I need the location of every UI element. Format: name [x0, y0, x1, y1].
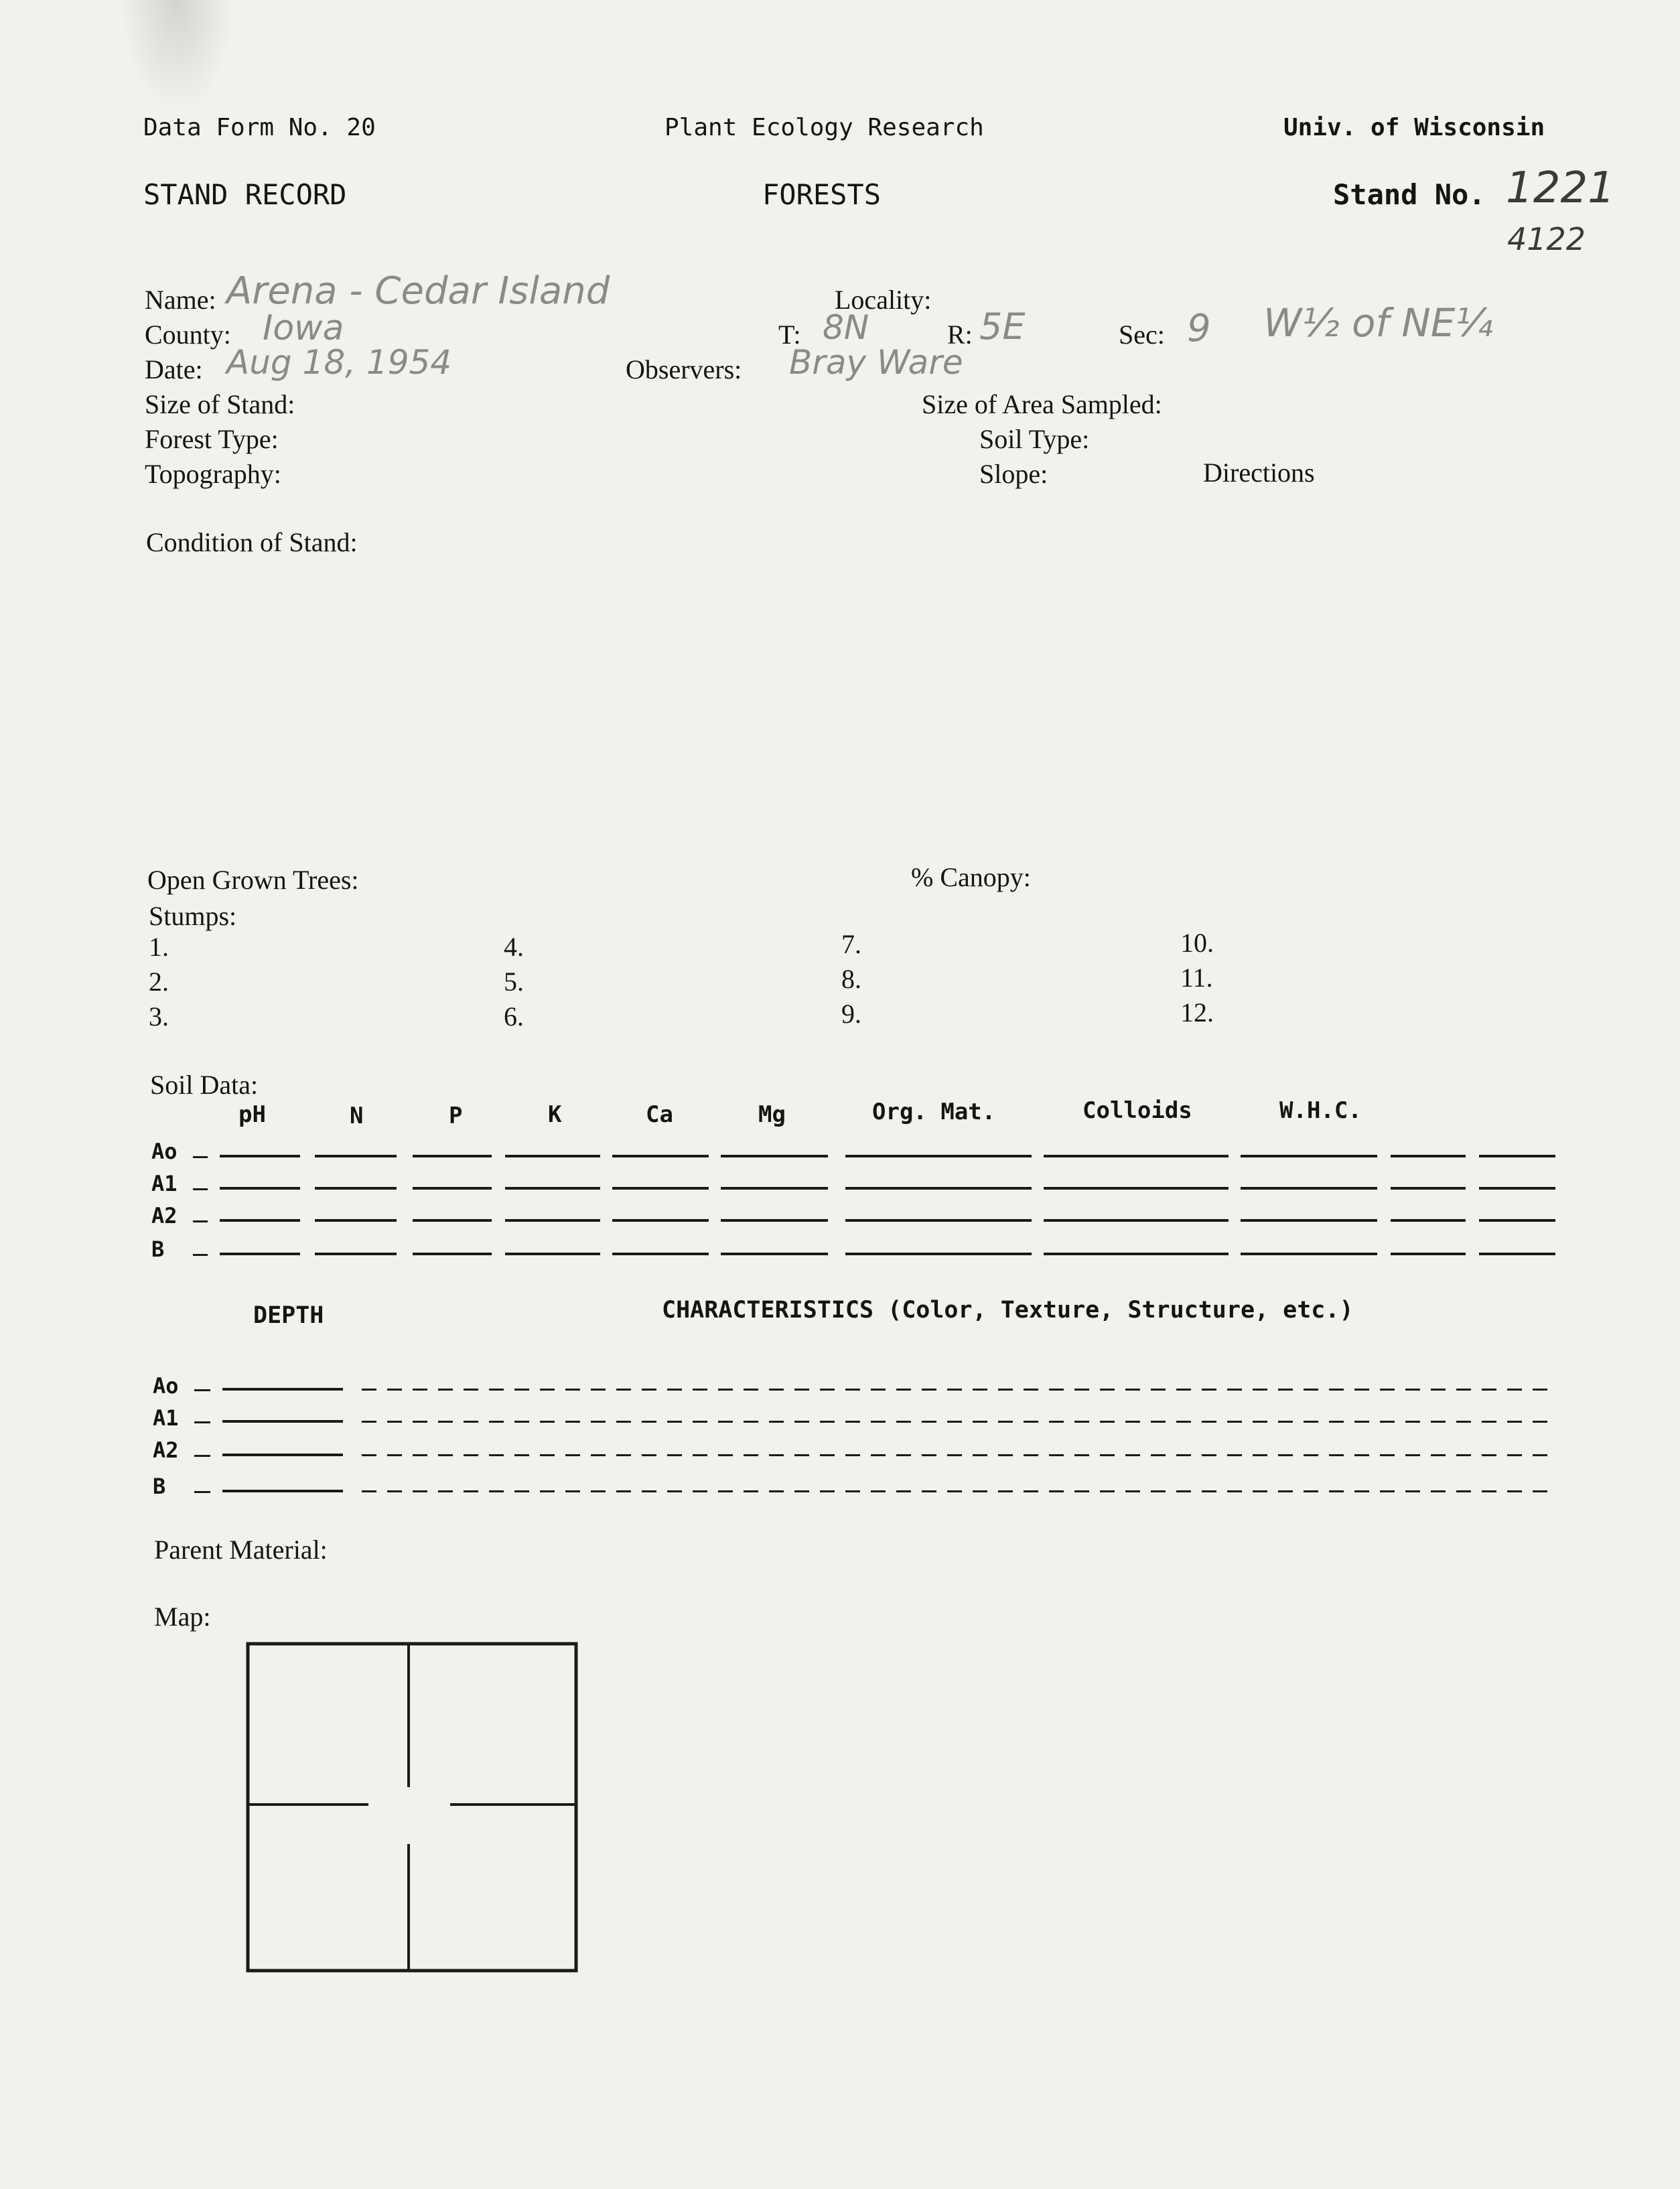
soil-blank-line: [505, 1253, 600, 1255]
soil-blank-line: [505, 1219, 600, 1222]
observers-label: Observers:: [626, 354, 742, 384]
range-value: 5E: [979, 305, 1026, 348]
section-note: W½ of NE¼: [1263, 300, 1493, 346]
open-grown-trees-label: Open Grown Trees:: [147, 865, 359, 895]
township-value: 8N: [823, 308, 869, 347]
soil-type-label: Soil Type:: [979, 424, 1090, 454]
stumps-label: Stumps:: [149, 901, 237, 931]
stump-7: 7.: [841, 929, 861, 959]
soil-blank-line: [413, 1155, 492, 1157]
characteristics-dashed-line: [362, 1454, 1558, 1456]
col-colloids: Colloids: [1082, 1097, 1192, 1124]
soil-row-lead: [193, 1220, 208, 1222]
soil-blank-line: [1391, 1187, 1466, 1190]
soil-row-a2: A2: [151, 1203, 178, 1228]
characteristics-dashed-line: [362, 1389, 1558, 1391]
soil-blank-line: [845, 1253, 1032, 1255]
col-p: P: [449, 1103, 463, 1129]
soil-blank-line: [1044, 1155, 1229, 1157]
date-value: Aug 18, 1954: [226, 343, 452, 382]
map-border: [248, 1644, 576, 1971]
col-mg: Mg: [758, 1101, 786, 1128]
stump-12: 12.: [1180, 997, 1214, 1028]
soil-blank-line: [1479, 1155, 1555, 1157]
characteristics-dashed-line: [362, 1421, 1558, 1423]
size-of-area-label: Size of Area Sampled:: [922, 389, 1162, 419]
stump-6: 6.: [504, 1001, 524, 1032]
soil-blank-line: [413, 1253, 492, 1255]
name-value: Arena - Cedar Island: [226, 269, 610, 313]
soil-blank-line: [1044, 1187, 1229, 1190]
soil-blank-line: [1044, 1219, 1229, 1222]
soil-blank-line: [220, 1155, 300, 1157]
soil-blank-line: [315, 1155, 397, 1157]
soil-blank-line: [220, 1253, 300, 1255]
col-ca: Ca: [646, 1101, 673, 1128]
section-value: 9: [1187, 307, 1211, 350]
soil-blank-line: [1479, 1253, 1555, 1255]
condition-of-stand-label: Condition of Stand:: [146, 527, 358, 557]
county-label: County:: [145, 320, 231, 350]
soil-blank-line: [845, 1219, 1032, 1222]
section-label: Sec:: [1119, 320, 1165, 350]
university: Univ. of Wisconsin: [1283, 114, 1545, 141]
col-ph: pH: [238, 1101, 266, 1128]
paper-smudge: [121, 0, 234, 114]
stump-1: 1.: [149, 932, 169, 962]
soil-blank-line: [413, 1219, 492, 1222]
soil-blank-line: [315, 1253, 397, 1255]
depth-row-a1: A1: [153, 1405, 179, 1431]
stump-10: 10.: [1180, 928, 1214, 958]
name-label: Name:: [145, 285, 216, 315]
parent-material-label: Parent Material:: [154, 1535, 328, 1565]
characteristics-label: CHARACTERISTICS (Color, Texture, Structure, etc.): [662, 1297, 1354, 1324]
soil-blank-line: [505, 1155, 600, 1157]
soil-blank-line: [1241, 1253, 1377, 1255]
soil-blank-line: [315, 1187, 397, 1190]
soil-blank-line: [1241, 1187, 1377, 1190]
soil-blank-line: [1391, 1253, 1466, 1255]
locality-label: Locality:: [835, 285, 932, 315]
soil-blank-line: [1479, 1187, 1555, 1190]
soil-blank-line: [1241, 1155, 1377, 1157]
topography-label: Topography:: [145, 459, 281, 489]
depth-row-b: B: [153, 1474, 166, 1499]
depth-blank-line: [222, 1388, 343, 1391]
soil-row-ao: Ao: [151, 1139, 178, 1164]
record-type: STAND RECORD: [143, 178, 347, 211]
depth-label: DEPTH: [253, 1302, 324, 1329]
soil-blank-line: [721, 1155, 828, 1157]
map-grid: [241, 1640, 583, 1975]
map-label: Map:: [154, 1602, 211, 1632]
soil-blank-line: [612, 1187, 709, 1190]
category: FORESTS: [762, 178, 882, 211]
soil-blank-line: [721, 1253, 828, 1255]
col-whc: W.H.C.: [1279, 1097, 1362, 1124]
soil-row-lead: [193, 1254, 208, 1256]
stump-5: 5.: [504, 967, 524, 997]
county-value: Iowa: [263, 308, 344, 348]
canopy-label: % Canopy:: [911, 862, 1031, 892]
stump-11: 11.: [1180, 963, 1213, 993]
soil-blank-line: [220, 1187, 300, 1190]
stand-number-value: 1221: [1506, 163, 1615, 213]
soil-blank-line: [845, 1187, 1032, 1190]
forest-type-label: Forest Type:: [145, 424, 279, 454]
stump-9: 9.: [841, 999, 861, 1029]
soil-blank-line: [505, 1187, 600, 1190]
stand-sub-number: 4122: [1507, 221, 1586, 257]
characteristics-dashed-line: [362, 1490, 1558, 1492]
soil-row-lead: [193, 1156, 208, 1158]
soil-blank-line: [1391, 1219, 1466, 1222]
depth-row-lead: [194, 1389, 210, 1391]
soil-blank-line: [220, 1219, 300, 1222]
soil-blank-line: [612, 1219, 709, 1222]
stump-3: 3.: [149, 1001, 169, 1032]
depth-row-lead: [194, 1421, 210, 1423]
soil-blank-line: [1241, 1219, 1377, 1222]
soil-blank-line: [1044, 1253, 1229, 1255]
col-k: K: [548, 1101, 562, 1128]
stump-2: 2.: [149, 967, 169, 997]
stump-4: 4.: [504, 932, 524, 962]
date-label: Date:: [145, 354, 203, 384]
organization: Plant Ecology Research: [664, 114, 984, 141]
soil-blank-line: [845, 1155, 1032, 1157]
range-label: R:: [947, 320, 973, 350]
soil-row-a1: A1: [151, 1171, 178, 1196]
soil-row-b: B: [151, 1237, 165, 1262]
depth-row-ao: Ao: [153, 1373, 179, 1399]
stand-number-label: Stand No.: [1333, 178, 1486, 211]
soil-blank-line: [721, 1219, 828, 1222]
size-of-stand-label: Size of Stand:: [145, 389, 295, 419]
soil-blank-line: [721, 1187, 828, 1190]
soil-blank-line: [413, 1187, 492, 1190]
soil-blank-line: [1391, 1155, 1466, 1157]
depth-blank-line: [222, 1454, 343, 1456]
col-n: N: [350, 1103, 364, 1129]
col-org-mat: Org. Mat.: [872, 1099, 996, 1125]
soil-data-title: Soil Data:: [150, 1070, 259, 1100]
soil-blank-line: [1479, 1219, 1555, 1222]
form-number: Data Form No. 20: [143, 114, 376, 141]
township-label: T:: [778, 320, 801, 350]
depth-row-a2: A2: [153, 1437, 179, 1463]
soil-blank-line: [315, 1219, 397, 1222]
depth-blank-line: [222, 1490, 343, 1492]
depth-blank-line: [222, 1420, 343, 1423]
slope-label: Slope:: [979, 459, 1048, 489]
soil-blank-line: [612, 1155, 709, 1157]
depth-row-lead: [194, 1455, 210, 1457]
observers-value: Bray Ware: [789, 343, 963, 382]
directions-label: Directions: [1203, 457, 1315, 488]
soil-row-lead: [193, 1188, 208, 1190]
stump-8: 8.: [841, 964, 861, 994]
depth-row-lead: [194, 1491, 210, 1493]
soil-blank-line: [612, 1253, 709, 1255]
